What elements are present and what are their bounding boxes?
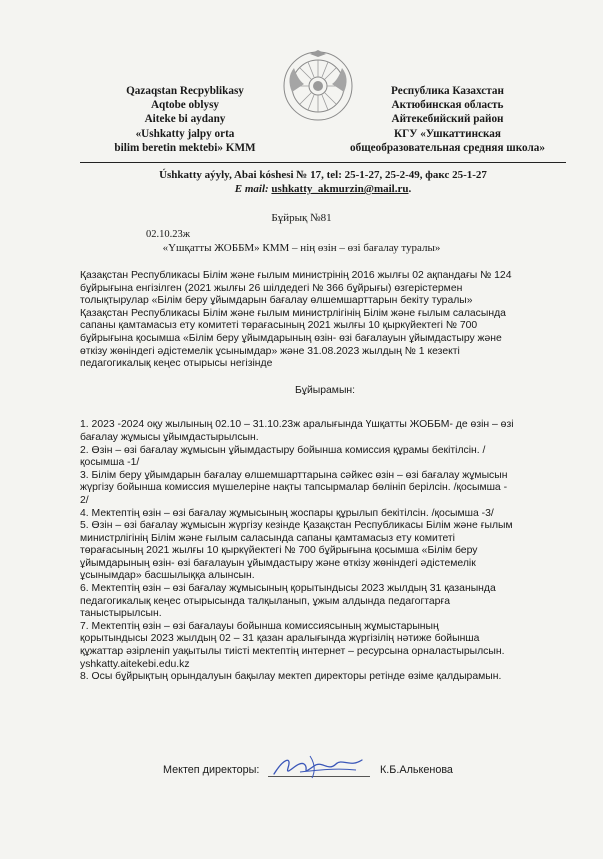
- document-body: [80, 270, 570, 684]
- email-line: [80, 182, 566, 196]
- preamble-line: өткізу жөніндегі әдістемелік ұсынымдар» және 31.08.2023 жылдың № 1 кезекті: [80, 345, 460, 357]
- header-left-line: Aiteke bi aydany: [144, 113, 226, 126]
- order-item-line: 4. Мектептің өзін – өзі бағалау жұмысының жоспары құрылып бекітілсін. /қосымша -3/: [80, 507, 494, 519]
- order-title: Бұйрық №81: [271, 212, 332, 224]
- signature-label: Мектеп директоры:: [163, 764, 260, 776]
- header-right-line: Актюбинская область: [391, 99, 504, 112]
- preamble-line: Қазақстан Республикасы Білім және ғылым министрлігінің Білім және ғылым саласында: [80, 307, 506, 319]
- header-right-line: Айтекебийский район: [391, 113, 504, 126]
- website-link[interactable]: yshkatty.aitekebi.edu.kz: [80, 658, 190, 670]
- order-item-line: төрағасының 2021 жылғы 10 қыркүйектегі № 700 бұйрығына қосымша «Білім беру: [80, 545, 478, 557]
- header-right-line: КГУ «Ушкаттинская: [394, 127, 501, 140]
- order-item-line: жүргізу бойынша комиссия мүшелеріне нақты тапсырмалар бөлініп берілсін. /қосымша -: [80, 482, 508, 494]
- preamble-line: сапаны қамтамасыз ету комитеті төрағасының 2021 жылғы 10 қыркүйектегі № 700: [80, 320, 478, 332]
- address-line: Úshkatty aýyly, Abai kóshesi № 17, tel: 25-1-27, 25-2-49, факс 25-1-27: [159, 169, 487, 181]
- email-suffix: .: [408, 183, 412, 195]
- preamble-line: Қазақстан Республикасы Білім және ғылым министрінің 2016 жылғы 02 ақпандағы № 124: [80, 270, 512, 281]
- preamble-line: бұйрығына енгізілген (2021 жылғы 26 шілдедегі № 366 бұйрығы) өзгерістермен: [80, 282, 463, 294]
- header-right-block: [330, 84, 565, 155]
- address-block: [80, 168, 566, 196]
- order-item-line: 2. Өзін – өзі бағалау жұмысын ұйымдастыру бойынша комиссия құрамы бекітілсін. /: [80, 444, 486, 456]
- order-item-line: 8. Осы бұйрықтың орындалуын бақылау мектеп директоры ретінде өзіме қалдырамын.: [80, 671, 502, 683]
- order-subject: «Үшқатты ЖОББМ» КММ – нің өзін – өзі бағалау туралы»: [162, 242, 441, 254]
- email-link[interactable]: ushkatty_akmurzin@mail.ru: [271, 183, 409, 195]
- header-left-line: bilim beretin mektebi» KMM: [114, 141, 256, 154]
- header-right-line: Республика Казахстан: [391, 85, 504, 97]
- header-left-line: «Ushkatty jalpy orta: [135, 127, 235, 140]
- order-item-line: қорытындысы 2023 жылдың 02 – 31 қазан аралығында жүргізілің нәтиже бойынша: [80, 633, 480, 645]
- email-label: E mail:: [234, 183, 269, 195]
- order-item-line: 2/: [80, 494, 89, 506]
- header-divider: [80, 162, 566, 163]
- order-item-line: ұсынымдар» басшылыққа алынсын.: [80, 570, 255, 582]
- preamble-line: бұйрығына қосымша «Білім беру ұйымдарының өзін- өзі бағалауын ұйымдастыру және: [80, 332, 502, 344]
- signatory-name: К.Б.Алькенова: [380, 764, 453, 776]
- preamble: [80, 270, 570, 371]
- signature-block: [0, 764, 603, 814]
- preamble-line: толықтырулар «Білім беру ұйымдарын бағалау өлшемшарттарын бекіту туралы»: [80, 295, 473, 307]
- order-date: 02.10.23ж: [146, 229, 191, 240]
- order-item-line: таныстырылсын.: [80, 608, 162, 620]
- header-left-block: [80, 84, 290, 155]
- order-item-line: министрлігінің Білім және ғылым саласында сапаны қамтамасыз ету комитеті: [80, 532, 455, 544]
- order-item-line: қосымша -1/: [80, 457, 140, 469]
- order-item-line: құжаттар әзірленіп уақытылы тиісті мектептің интернет – ресурсына орналастырылсын.: [80, 646, 505, 658]
- order-item-line: 5. Өзін – өзі бағалау жұмысын жүргізу кезінде Қазақстан Республикасы Білім және ғылым: [80, 520, 513, 532]
- order-item-line: педагогикалық кеңес отырысында талқыланып, ұжым алдында педагогтарға: [80, 595, 451, 607]
- order-item-line: 3. Білім беру ұйымдарын бағалау өлшемшарттарына сәйкес өзін – өзі бағалау жұмысын: [80, 469, 508, 481]
- header-left-line: Aqtobe oblysy: [150, 99, 220, 112]
- header-right-line: общеобразовательная средняя школа»: [350, 141, 545, 154]
- header-left-line: Qazaqstan Recpyblikasy: [126, 85, 244, 97]
- order-item-line: бағалау жұмысы ұйымдастырылсын.: [80, 431, 259, 443]
- preamble-line: педагогикалық кеңес отырысы негізінде: [80, 358, 273, 370]
- order-item-line: 6. Мектептің өзін – өзі бағалау жұмысының қорытындысы 2023 жылдың 31 қазанында: [80, 583, 496, 595]
- order-item-line: 1. 2023 -2024 оқу жылының 02.10 – 31.10.23ж аралығында Үшқатты ЖОББМ- де өзін – өзі: [80, 419, 514, 431]
- handwritten-signature-icon: [270, 750, 370, 784]
- decree-heading: Бұйырамын:: [294, 384, 356, 396]
- order-item-line: ұйымдарының өзін- өзі бағалауын ұйымдастыру және өткізу жөніндегі әдістемелік: [80, 557, 476, 569]
- order-items: [80, 419, 570, 683]
- order-item-line: 7. Мектептің өзін – өзі бағалауы бойынша комиссиясының жұмыстарының: [80, 620, 439, 632]
